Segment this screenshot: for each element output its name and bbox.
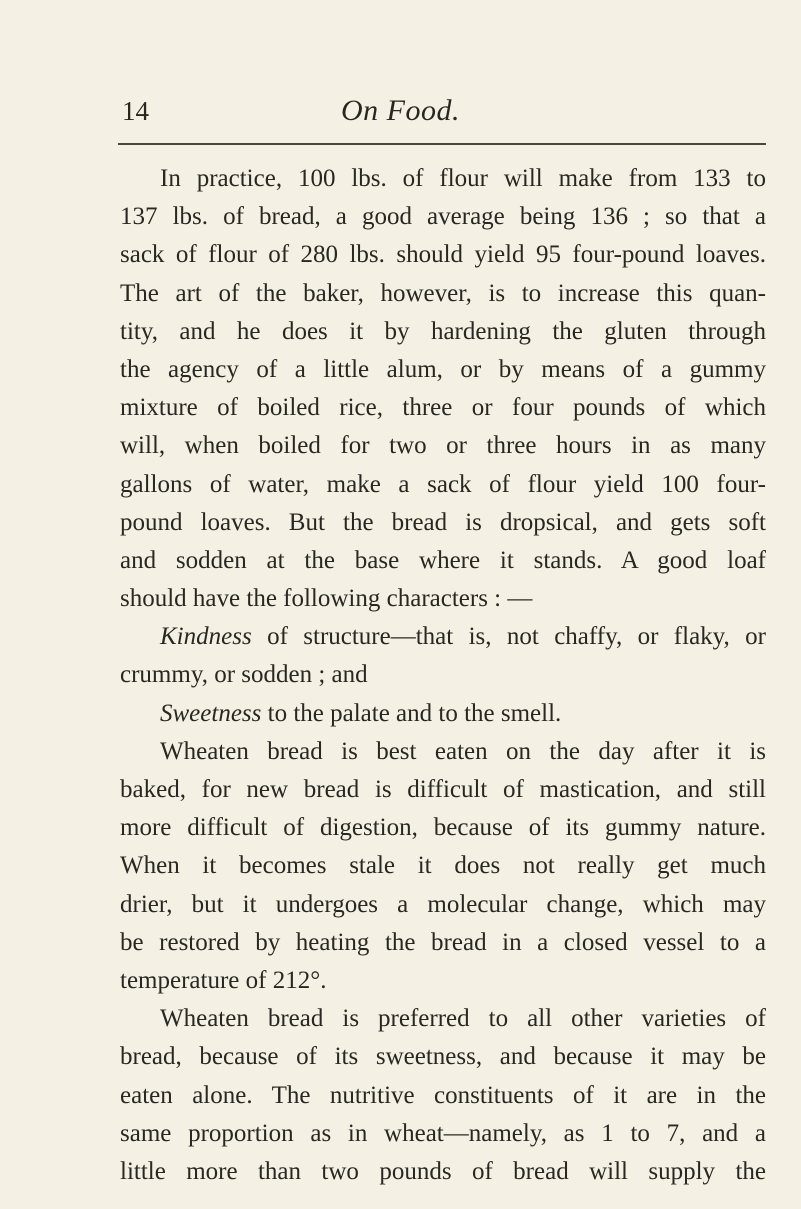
text-line: be restored by heating the bread in a closed vessel to a (120, 928, 766, 956)
text-line: bread, because of its sweetness, and because it may be (120, 1043, 766, 1071)
definition-text: of structure—that is, not chaffy, or flaky, or (251, 623, 766, 651)
text-line: temperature of 212°. (120, 966, 327, 994)
text-line: baked, for new bread is difficult of mastication, and still (120, 776, 766, 803)
text-line: In practice, 100 lbs. of flour will make from 133 to (160, 165, 766, 192)
text-line: mixture of boiled rice, three or four pounds of which (120, 394, 766, 422)
definition-term: Sweetness (160, 699, 262, 727)
text-line: and sodden at the base where it stands. A good loaf (120, 546, 766, 574)
text-line: same proportion as in wheat—namely, as 1 to 7, and a (120, 1119, 766, 1147)
text-line: tity, and he does it by hardening the gluten through (120, 317, 766, 345)
text-line: The art of the baker, however, is to increase this quan- (120, 279, 766, 307)
body-text (120, 160, 766, 1191)
text-line: When it becomes stale it does not really get much (120, 852, 766, 880)
text-line: Wheaten bread is best eaten on the day after it is (160, 737, 766, 765)
text-line: should have the following characters : — (120, 585, 533, 613)
definition-text: to the palate and to the smell. (261, 699, 562, 727)
text-line: the agency of a little alum, or by means of a gummy (120, 355, 766, 383)
definition-term: Kindness (160, 623, 252, 651)
text-line: 137 lbs. of bread, a good average being 136 ; so that a (120, 203, 766, 231)
text-line: pound loaves. But the bread is dropsical, and gets soft (120, 508, 766, 536)
definition-line (120, 618, 766, 656)
text-line: drier, but it undergoes a molecular change, which may (120, 890, 766, 918)
text-line: Wheaten bread is preferred to all other varieties of (160, 1005, 766, 1033)
text-line: more difficult of digestion, because of its gummy nature. (120, 814, 766, 842)
text-line: little more than two pounds of bread will supply the (120, 1157, 766, 1185)
text-line: eaten alone. The nutritive constituents of it are in the (120, 1081, 766, 1109)
text-line: gallons of water, make a sack of flour yield 100 four- (120, 470, 766, 498)
text-line: will, when boiled for two or three hours in as many (120, 432, 766, 460)
definition-line (120, 695, 766, 733)
running-head-title: On Food. (341, 94, 460, 127)
page-number: 14 (122, 96, 149, 126)
text-line: sack of flour of 280 lbs. should yield 95 four-pound loaves. (120, 241, 766, 269)
text-line: crummy, or sodden ; and (120, 661, 368, 689)
header-rule (118, 143, 766, 145)
